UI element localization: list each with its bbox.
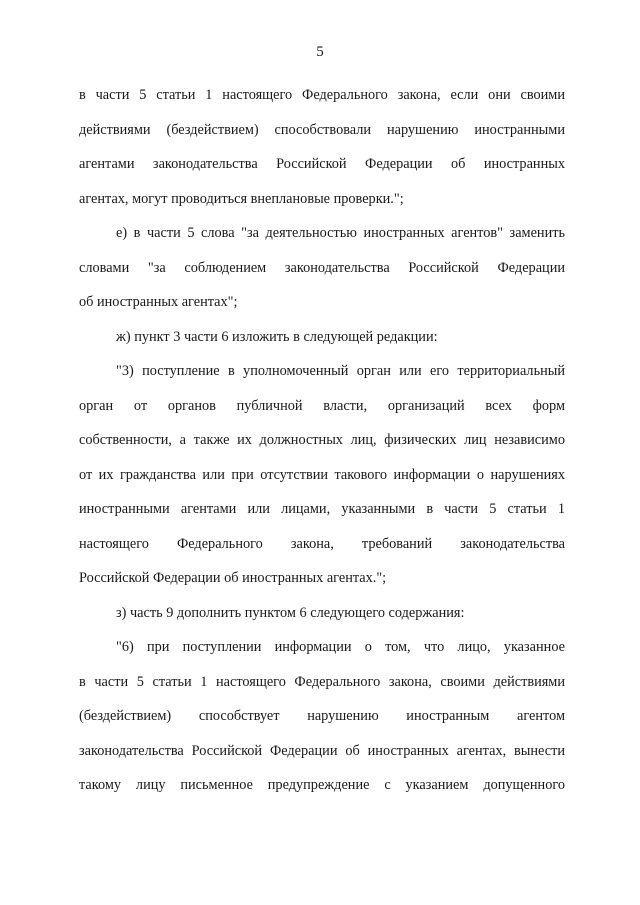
text-line: (бездействием) способствует нарушению иностранным агентом: [79, 708, 565, 724]
text-line: орган от органов публичной власти, организаций всех форм: [79, 397, 565, 414]
text-line: от их гражданства или при отсутствии такового информации о нарушениях: [79, 466, 565, 483]
text-line: агентах, могут проводиться внеплановые проверки.";: [79, 190, 404, 207]
text-line: действиями (бездействием) способствовали нарушению иностранными: [79, 121, 565, 138]
text-line: агентами законодательства Российской Федерации об иностранных: [79, 156, 565, 172]
text-line: собственности, а также их должностных лиц, физических лиц независимо: [79, 432, 565, 448]
text-line: "3) поступление в уполномоченный орган или его территориальный: [116, 363, 565, 379]
text-line: "6) при поступлении информации о том, что лицо, указанное: [116, 639, 565, 655]
text-line: законодательства Российской Федерации об иностранных агентах, вынести: [79, 742, 565, 759]
text-line: Российской Федерации об иностранных агентах.";: [79, 570, 387, 586]
text-line: ж) пункт 3 части 6 изложить в следующей редакции:: [116, 328, 438, 345]
document-body: [79, 78, 565, 803]
text-line: з) часть 9 дополнить пунктом 6 следующего содержания:: [116, 604, 465, 621]
text-line: в части 5 статьи 1 настоящего Федерального закона, своими действиями: [79, 673, 565, 690]
text-line: настоящего Федерального закона, требований законодательства: [79, 535, 565, 552]
text-line: в части 5 статьи 1 настоящего Федерального закона, если они своими: [79, 87, 565, 103]
text-line: такому лицу письменное предупреждение с указанием допущенного: [79, 777, 565, 793]
page-number: 5: [316, 44, 324, 60]
text-line: об иностранных агентах";: [79, 294, 238, 310]
text-line: иностранными агентами или лицами, указанными в части 5 статьи 1: [79, 501, 565, 517]
text-line: словами "за соблюдением законодательства Российской Федерации: [79, 259, 565, 276]
text-line: е) в части 5 слова "за деятельностью иностранных агентов" заменить: [116, 225, 565, 241]
